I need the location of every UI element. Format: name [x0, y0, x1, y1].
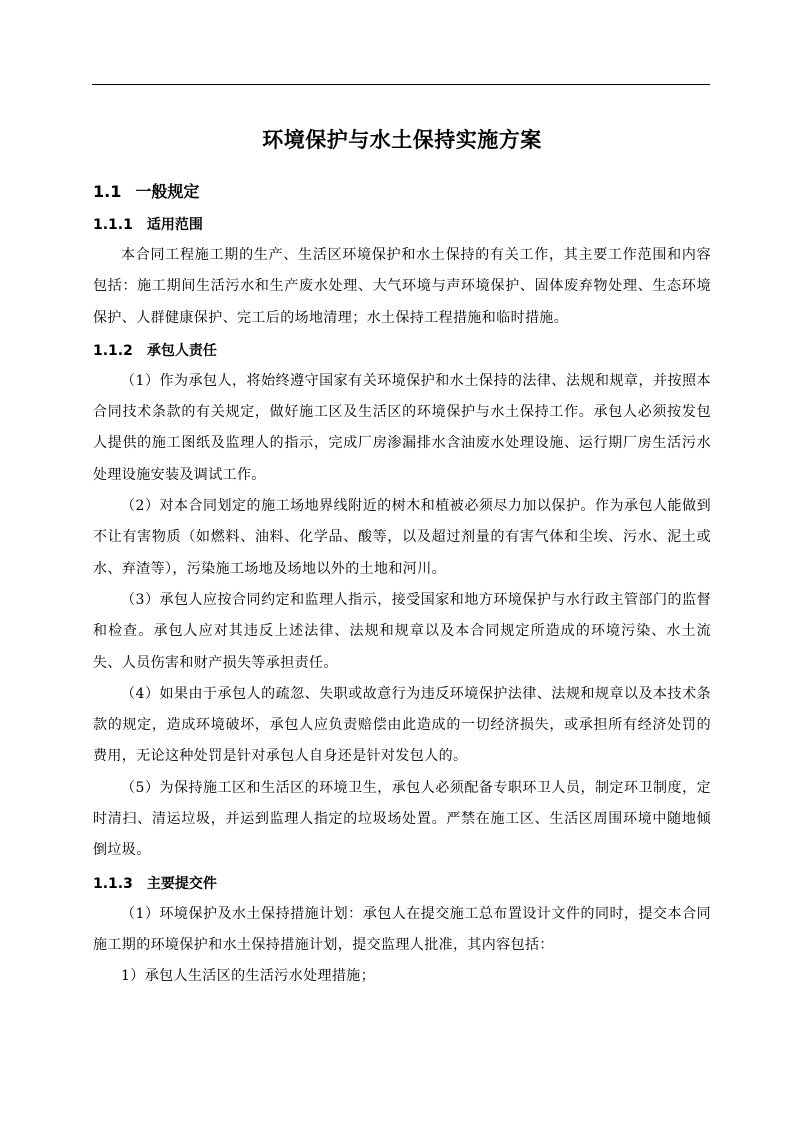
subsection-heading-scope	[93, 212, 711, 240]
subsection-heading-responsibility	[93, 338, 711, 366]
section-number: 1.1	[93, 182, 122, 201]
paragraph-responsibility-2: （2）对本合同划定的施工场地界线附近的树木和植被必须尽力加以保护。作为承包人能做到不让有害物质（如燃料、油料、化学品、酸等，以及超过剂量的有害气体和尘埃、污水、泥土或水、弃渣等），污染施工场地及场地以外的土地和河川。	[93, 498, 711, 577]
section-heading	[93, 182, 711, 212]
paragraph-responsibility-5: （5）为保持施工区和生活区的环境卫生，承包人必须配备专职环卫人员，制定环卫制度，定时清扫、清运垃圾，并运到监理人指定的垃圾场处置。严禁在施工区、生活区周围环境中随地倾倒垃圾。	[93, 779, 711, 859]
subsection-number: 1.1.3	[93, 875, 133, 892]
subsection-number: 1.1.1	[93, 217, 133, 233]
paragraph-responsibility-4: （4）如果由于承包人的疏忽、失职或故意行为违反环境保护法律、法规和规章以及本技术条款的规定，造成环境破坏，承包人应负责赔偿由此造成的一切经济损失，或承担所有经济处罚的费用，无论这种处罚是针对承包人自身还是针对发包人的。	[93, 685, 711, 765]
document-body	[93, 122, 711, 993]
section-title: 一般规定	[135, 182, 200, 201]
subsection-title: 主要提交件	[146, 875, 217, 892]
paragraph-responsibility-1: （1）作为承包人，将始终遵守国家有关环境保护和水土保持的法律、法规和规章，并按照本合同技术条款的有关规定，做好施工区及生活区的环境保护与水土保持工作。承包人必须按发包人提供的施工图纸及监理人的指示，完成厂房渗漏排水含油废水处理设施、运行期厂房生活污水处理设施安装及调试工作。	[93, 372, 711, 483]
subsection-number: 1.1.2	[93, 342, 133, 359]
subsection-title: 承包人责任	[146, 342, 217, 359]
paragraph-scope: 本合同工程施工期的生产、生活区环境保护和水土保持的有关工作，其主要工作范围和内容包括：施工期间生活污水和生产废水处理、大气环境与声环境保护、固体废弃物处理、生态环境保护、人群健康保护、完工后的场地清理；水土保持工程措施和临时措施。	[93, 247, 711, 326]
paragraph-responsibility-3: （3）承包人应按合同约定和监理人指示，接受国家和地方环境保护与水行政主管部门的监督和检查。承包人应对其违反上述法律、法规和规章以及本合同规定所造成的环境污染、水土流失、人员伤害和财产损失等承担责任。	[93, 591, 711, 671]
document-title: 环境保护与水土保持实施方案	[262, 127, 542, 152]
paragraph-submissions-2: 1）承包人生活区的生活污水处理措施；	[121, 968, 376, 985]
header-rule	[92, 84, 710, 85]
paragraph-submissions-1: （1）环境保护及水土保持措施计划：承包人在提交施工总布置设计文件的同时，提交本合同施工期的环境保护和水土保持措施计划，提交监理人批准，其内容包括：	[93, 905, 711, 953]
subsection-title: 适用范围	[146, 217, 203, 233]
subsection-heading-submissions	[93, 871, 711, 899]
